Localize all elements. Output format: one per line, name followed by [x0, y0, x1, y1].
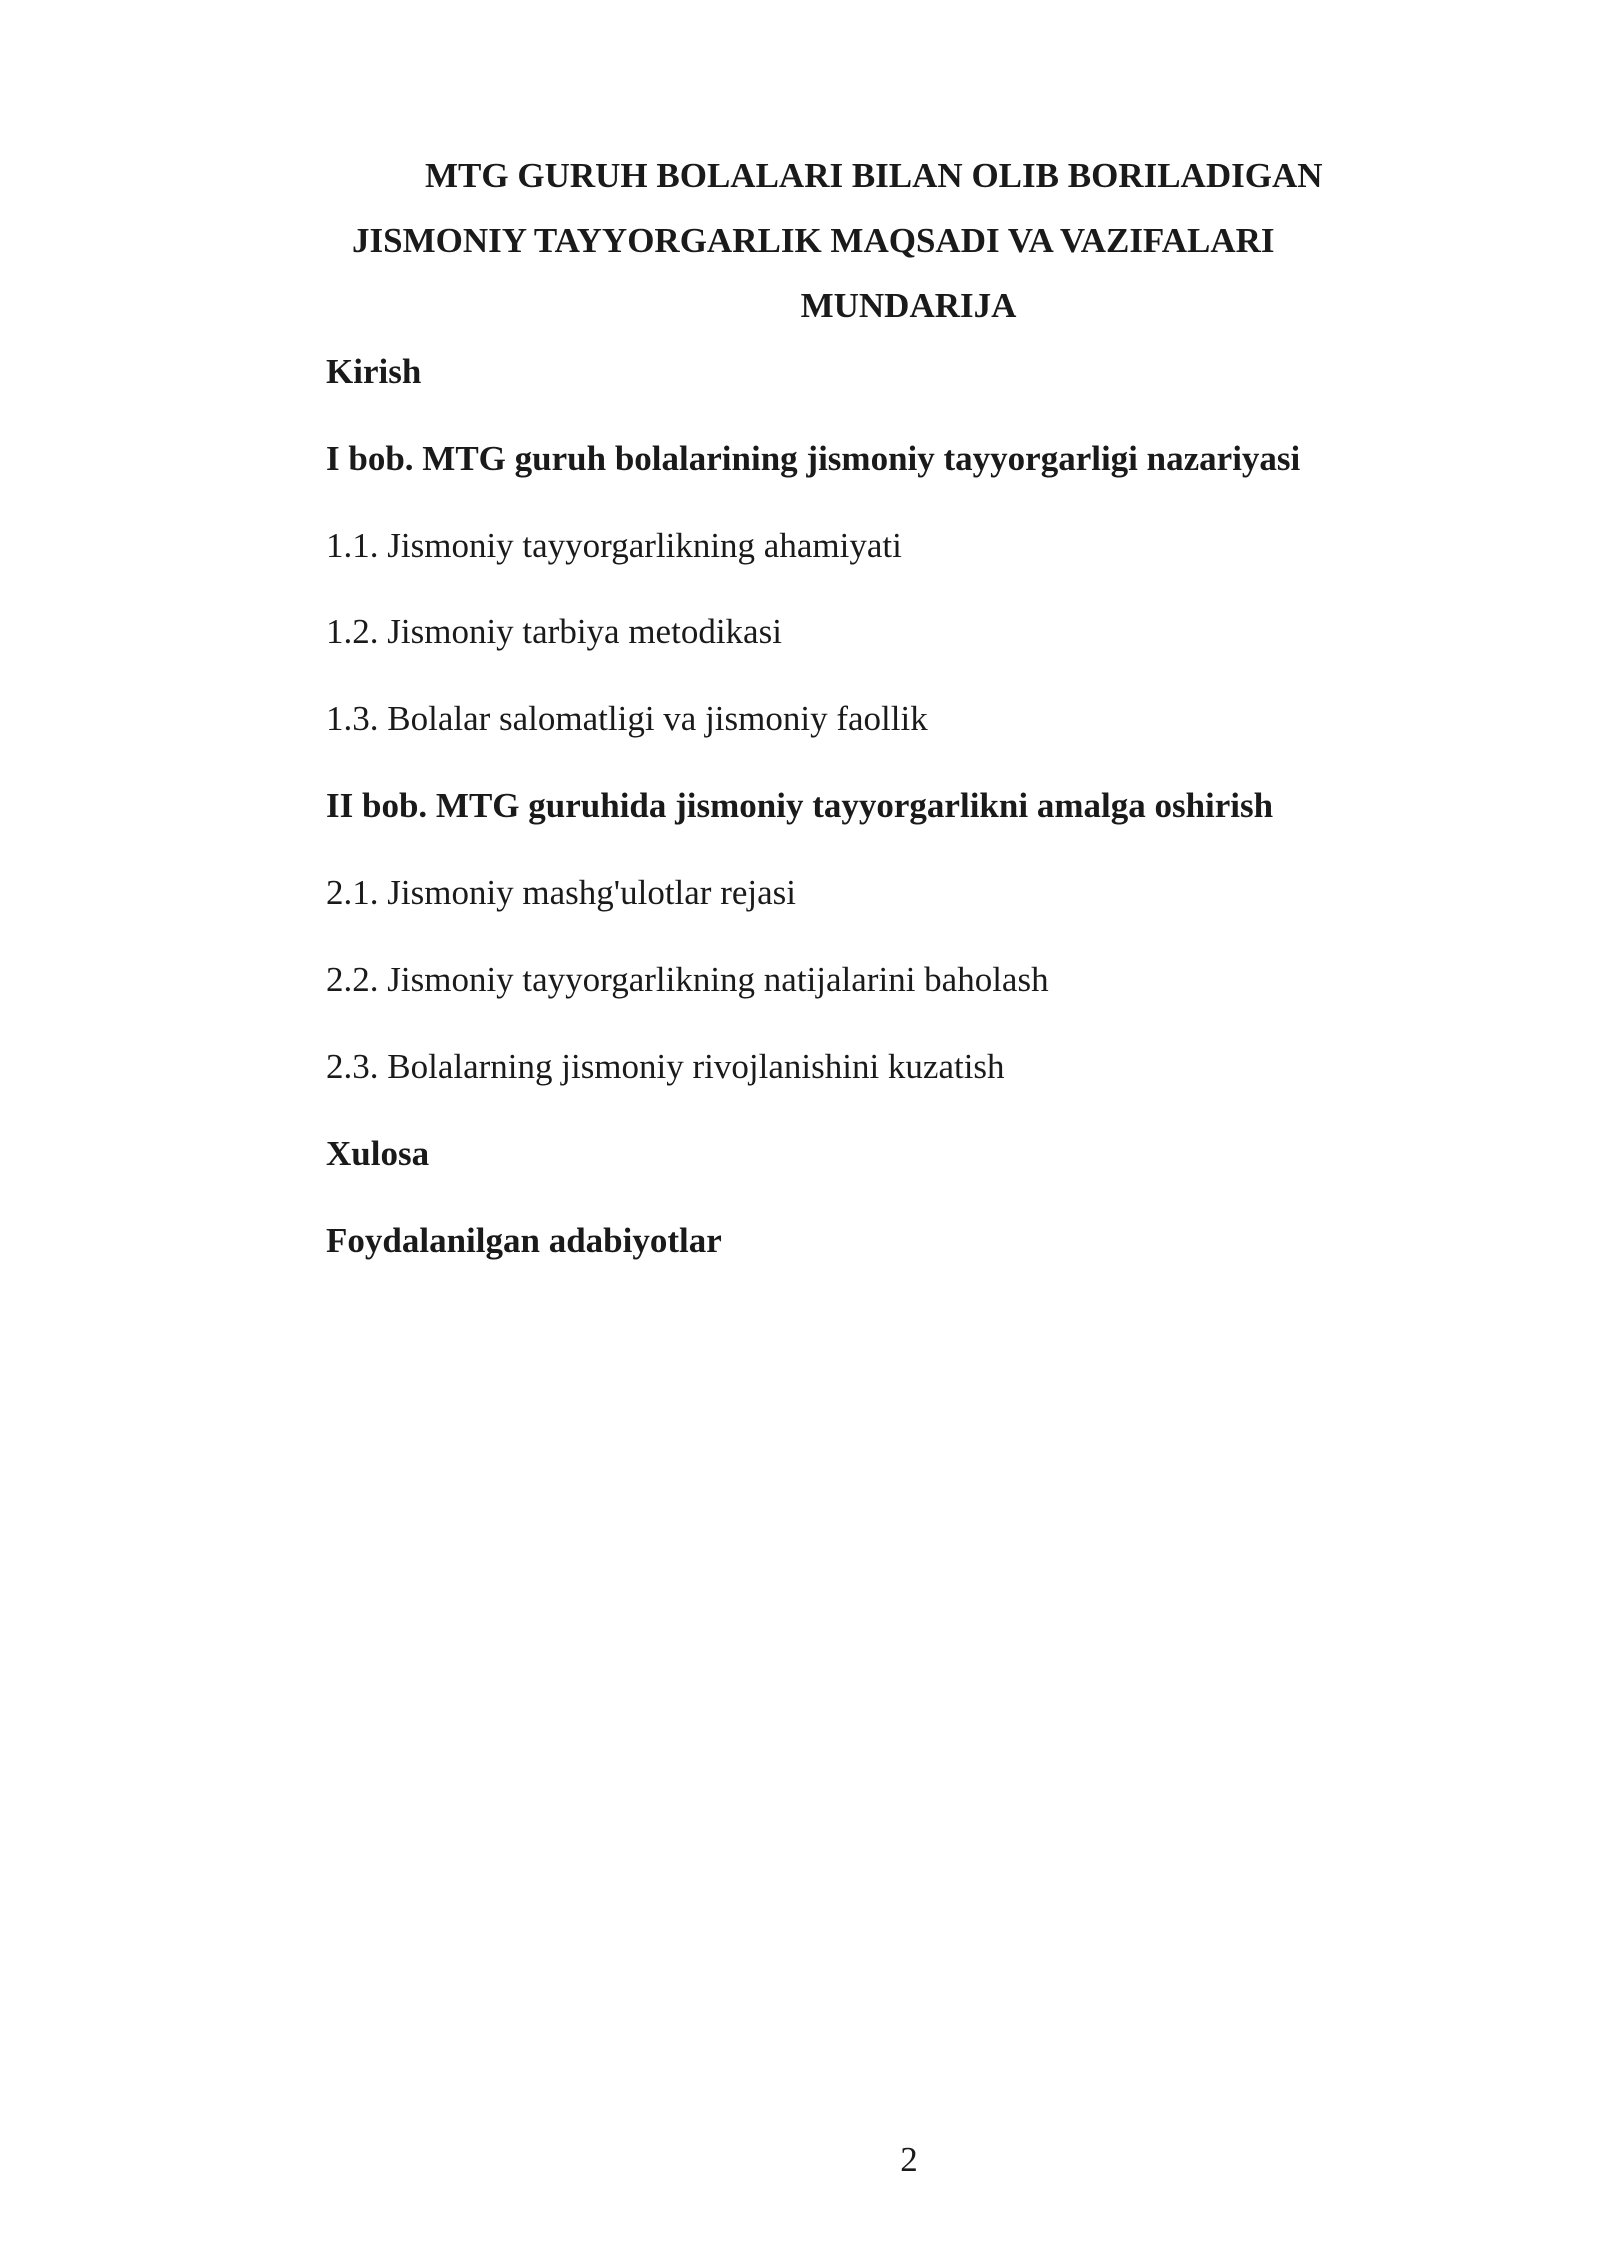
toc-entry-section-1-3: 1.3. Bolalar salomatligi va jismoniy faollik: [326, 699, 928, 738]
document-title-line-1: MTG GURUH BOLALARI BILAN OLIB BORILADIGAN: [425, 156, 1323, 195]
toc-entry-section-1-2: 1.2. Jismoniy tarbiya metodikasi: [326, 612, 782, 651]
toc-entry-conclusion: Xulosa: [326, 1134, 430, 1173]
toc-entry-section-2-1: 2.1. Jismoniy mashg'ulotlar rejasi: [326, 873, 797, 912]
toc-entry-section-2-3: 2.3. Bolalarning jismoniy rivojlanishini kuzatish: [326, 1047, 1005, 1086]
toc-entry-references: Foydalanilgan adabiyotlar: [326, 1221, 722, 1260]
toc-entry-chapter-1: I bob. MTG guruh bolalarining jismoniy tayyorgarligi nazariyasi: [326, 439, 1301, 478]
document-title-line-2: JISMONIY TAYYORGARLIK MAQSADI VA VAZIFALARI: [352, 221, 1275, 260]
page-number: 2: [900, 2140, 918, 2179]
toc-entry-introduction: Kirish: [326, 352, 422, 391]
contents-heading: MUNDARIJA: [800, 286, 1017, 325]
toc-entry-chapter-2: II bob. MTG guruhida jismoniy tayyorgarlikni amalga oshirish: [326, 786, 1274, 825]
toc-entry-section-2-2: 2.2. Jismoniy tayyorgarlikning natijalarini baholash: [326, 960, 1049, 999]
toc-entry-section-1-1: 1.1. Jismoniy tayyorgarlikning ahamiyati: [326, 526, 902, 565]
